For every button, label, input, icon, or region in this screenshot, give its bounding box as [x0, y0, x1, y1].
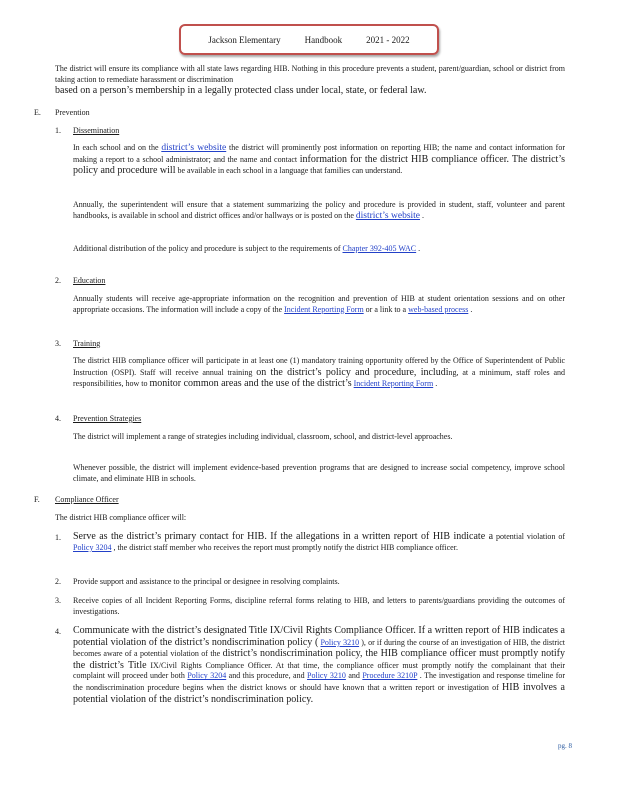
policy-3204-link[interactable]: Policy 3204 — [73, 542, 112, 552]
heading-training: Training — [73, 339, 101, 348]
intro-text-large: based on a person’s membership in a legally protected class under local, state, or federal law. — [55, 85, 427, 97]
section-f-letter: F. — [34, 495, 40, 504]
dissemination-paragraph-1 — [73, 143, 565, 177]
section-f-title: Compliance Officer — [55, 495, 119, 504]
item-number: 3. — [55, 596, 61, 605]
text: ), or if during the course of an investigation of HIB, the district becomes aware of a potential violation of the — [73, 637, 565, 659]
item-number: 1. — [55, 126, 61, 135]
training-paragraph — [73, 356, 565, 390]
item-number: 2. — [55, 276, 61, 285]
text: The district HIB compliance officer will participate in at least one (1) mandatory training opportunity offered by the Office of Superintendent of Public Instruction (OSPI). Staff will receive annual training — [73, 356, 565, 377]
policy-3210-link[interactable]: Policy 3210 — [320, 637, 360, 647]
dissemination-paragraph-2 — [73, 200, 565, 221]
text: , the district staff member who receives the report must promptly notify the district HIB compliance officer. — [113, 542, 458, 552]
text: Annually students will receive age-appropriate information on the recognition and prevention of HIB at student orientation sessions and on other appropriate occasions. The information will include a copy of the — [73, 294, 565, 314]
item-number: 2. — [55, 577, 61, 586]
section-e-letter: E. — [34, 108, 41, 117]
text: . The investigation and response timeline for the nondiscrimination procedure begins when the district knows or should have known that a written report or investigation of — [73, 671, 566, 692]
text-large: Serve as the district’s primary contact for HIB. If the allegations in a written report of HIB indicate a — [73, 531, 494, 542]
intro-paragraph — [55, 64, 565, 97]
handbook-header — [179, 24, 439, 55]
text-large: monitor common areas and the use of the district’s — [149, 378, 352, 390]
text-large: Communicate with the district’s designated Title IX/Civil Rights Compliance Officer. If a written report of HIB indicates a potential violation of the district’s nondiscrimination policy ( — [73, 625, 565, 648]
text: and — [348, 671, 360, 681]
policy-3210-link[interactable]: Policy 3210 — [307, 671, 346, 681]
dissemination-paragraph-3 — [73, 244, 565, 255]
text: . — [470, 304, 473, 314]
text: In each school and on the — [73, 143, 159, 152]
text: . — [422, 210, 425, 220]
text: ng, at a minimum, staff roles and responsibilities, how to — [73, 367, 566, 389]
handbook-title: Handbook — [304, 34, 343, 45]
heading-education: Education — [73, 276, 106, 285]
item-number: 4. — [55, 627, 61, 636]
incident-reporting-form-link[interactable]: Incident Reporting Form — [284, 304, 364, 314]
compliance-item-2: Provide support and assistance to the principal or designee in resolving complaints. — [73, 577, 340, 586]
item-number: 3. — [55, 339, 61, 348]
compliance-item-1 — [73, 531, 565, 553]
education-paragraph — [73, 294, 565, 315]
text: Annually, the superintendent will ensure that a statement summarizing the policy and procedure is provided in student, staff, volunteer and parent handbooks, is available in school and district offices and/or hallways or is posted on the — [73, 200, 565, 220]
text: Additional distribution of the policy and procedure is subject to the requirements of — [73, 244, 341, 253]
page-number: pg. 8 — [558, 742, 572, 750]
chapter-wac-link[interactable]: Chapter 392-405 WAC — [342, 244, 417, 253]
intro-text: The district will ensure its compliance with all state laws regarding HIB. Nothing in this procedure prevents a student, parent/guardian, school or district from taking action to remediate harassment or discrimination — [55, 64, 565, 84]
incident-reporting-form-link[interactable]: Incident Reporting Form — [353, 379, 434, 389]
compliance-item-3: Receive copies of all Incident Reporting Forms, discipline referral forms relating to HIB, and letters to parents/guardians providing the outcomes of investigations. — [73, 596, 565, 616]
text-large: district’s nondiscrimination policy, the HIB compliance officer must promptly notify the district’s Title — [73, 648, 566, 671]
text-large: HIB involves a potential violation of the district’s nondiscrimination policy. — [73, 681, 565, 705]
school-name: Jackson Elementary — [208, 34, 281, 45]
web-based-process-link[interactable]: web-based process — [408, 304, 469, 314]
item-number: 4. — [55, 414, 61, 423]
compliance-item-4 — [73, 625, 565, 705]
procedure-3210p-link[interactable]: Procedure 3210P — [362, 671, 418, 681]
text: the district will prominently post information on reporting HIB; the name and contact information for making a report to a school administrator; and the name and contact — [73, 143, 565, 164]
text: or a link to a — [365, 304, 407, 314]
policy-3204-link[interactable]: Policy 3204 — [187, 671, 227, 681]
text: potential violation of — [495, 532, 565, 541]
district-website-link[interactable]: district’s website — [355, 210, 421, 221]
text: . — [418, 244, 421, 253]
text-large: information for the district HIB compliance officer. The district’s policy and procedure will — [73, 153, 566, 177]
text: and this procedure, and — [228, 671, 305, 681]
prevention-strategies-paragraph-1: The district will implement a range of strategies including individual, classroom, school, and district-level approaches. — [73, 432, 453, 441]
prevention-strategies-paragraph-2: Whenever possible, the district will implement evidence-based prevention programs that are designed to increase social competency, improve school climate, and eliminate HIB in schools. — [73, 463, 565, 483]
heading-dissemination: Dissemination — [73, 126, 120, 135]
district-website-link[interactable]: district’s website — [161, 143, 227, 153]
compliance-officer-lead: The district HIB compliance officer will: — [55, 513, 187, 522]
item-number: 1. — [55, 533, 61, 542]
text-large: on the district’s policy and procedure, includi — [256, 366, 449, 378]
text: IX/Civil Rights Compliance Officer. At that time, the compliance officer must promptly notify the complainant that their complaint will proceed under both — [73, 660, 566, 681]
school-year: 2021 - 2022 — [366, 34, 410, 45]
heading-prevention-strategies: Prevention Strategies — [73, 414, 142, 423]
section-e-title: Prevention — [55, 108, 90, 117]
text: . — [435, 379, 438, 389]
text: be available in each school in a language that families can understand. — [177, 166, 403, 176]
